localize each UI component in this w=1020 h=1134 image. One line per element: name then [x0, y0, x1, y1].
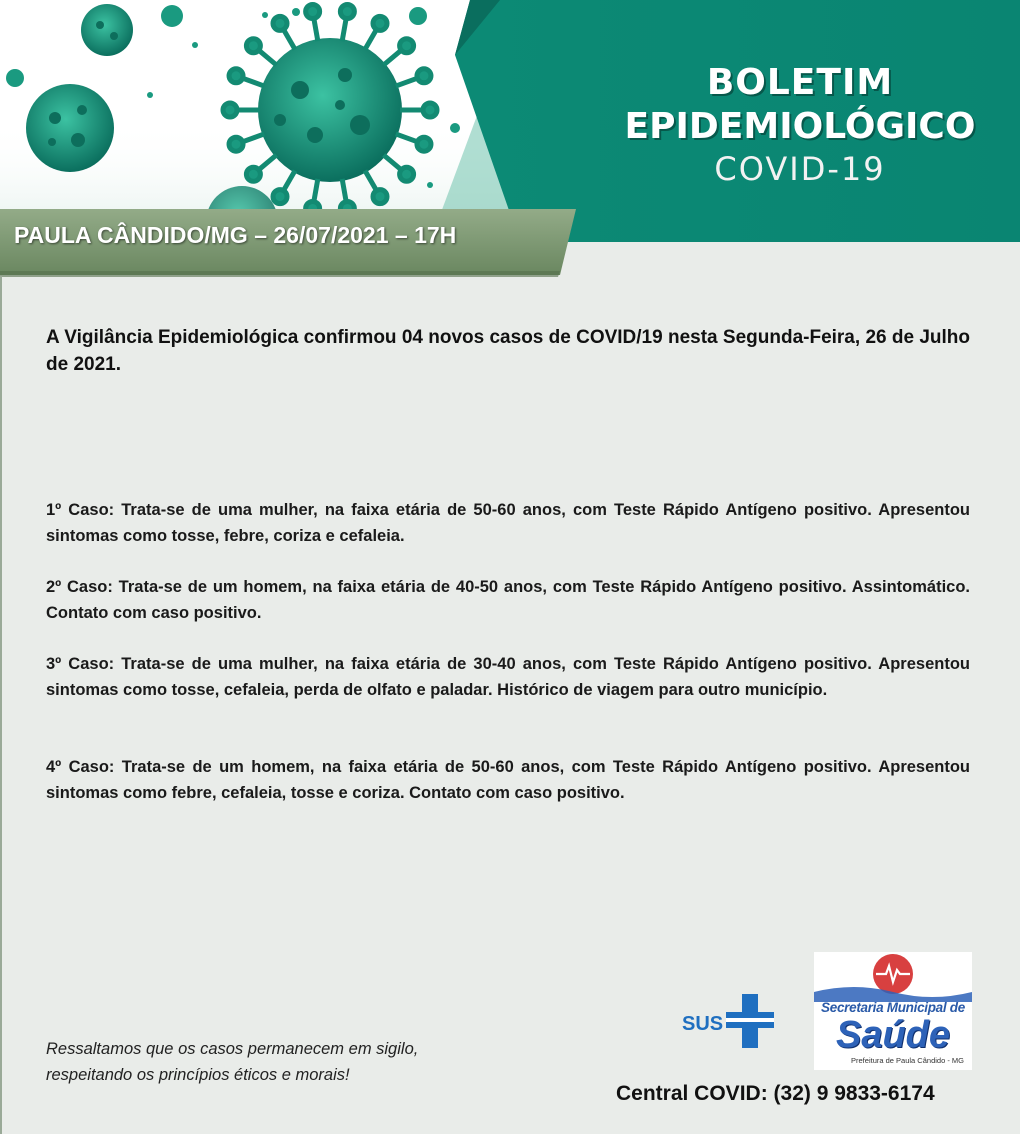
secretaria-name: Secretaria Municipal de — [821, 1000, 965, 1015]
case-paragraph-1: 1º Caso: Trata-se de uma mulher, na faixa etária de 50-60 anos, com Teste Rápido Antígeno positivo. Apresentou sintomas como tosse, febre, coriza e cefaleia. — [46, 501, 970, 545]
confidentiality-note — [46, 1036, 506, 1088]
intro-paragraph: A Vigilância Epidemiológica confirmou 04 novos casos de COVID/19 nesta Segunda-Feira, 26 de Julho de 2021. — [46, 327, 970, 375]
title-boletim: BOLETIM — [706, 62, 894, 103]
secretaria-saude-logo — [814, 952, 972, 1070]
page-left-border — [0, 276, 2, 1134]
case-paragraph-3: 3º Caso: Trata-se de uma mulher, na faixa etária de 30-40 anos, com Teste Rápido Antígeno positivo. Apresentou sintomas como tosse, cefaleia, perda de olfato e paladar. Histórico de viagem para outro município. — [46, 655, 970, 699]
sus-cross-icon — [726, 994, 774, 1048]
note-line-1: Ressaltamos que os casos permanecem em sigilo, — [46, 1040, 419, 1058]
location-date-label: PAULA CÂNDIDO/MG – 26/07/2021 – 17H — [14, 222, 457, 248]
covid-hotline: Central COVID: (32) 9 9833-6174 — [616, 1082, 935, 1105]
heart-monitor-icon — [814, 952, 972, 1002]
prefeitura-subtitle: Prefeitura de Paula Cândido - MG — [851, 1056, 964, 1065]
case-paragraph-2: 2º Caso: Trata-se de um homem, na faixa etária de 40-50 anos, com Teste Rápido Antígeno positivo. Assintomático. Contato com caso positivo. — [46, 578, 970, 622]
title-covid19: COVID-19 — [714, 150, 886, 188]
saude-wordmark: Saúde — [835, 1014, 951, 1056]
sus-logo-text: SUS — [682, 1013, 724, 1035]
note-line-2: respeitando os princípios éticos e morais! — [46, 1066, 350, 1084]
header-banner — [0, 0, 1020, 242]
case-paragraph-4: 4º Caso: Trata-se de um homem, na faixa etária de 50-60 anos, com Teste Rápido Antígeno positivo. Apresentou sintomas como febre, cefaleia, tosse e coriza. Contato com caso positivo. — [46, 758, 970, 802]
sus-logo — [680, 992, 780, 1052]
title-epidemiologico: EPIDEMIOLÓGICO — [624, 106, 976, 147]
